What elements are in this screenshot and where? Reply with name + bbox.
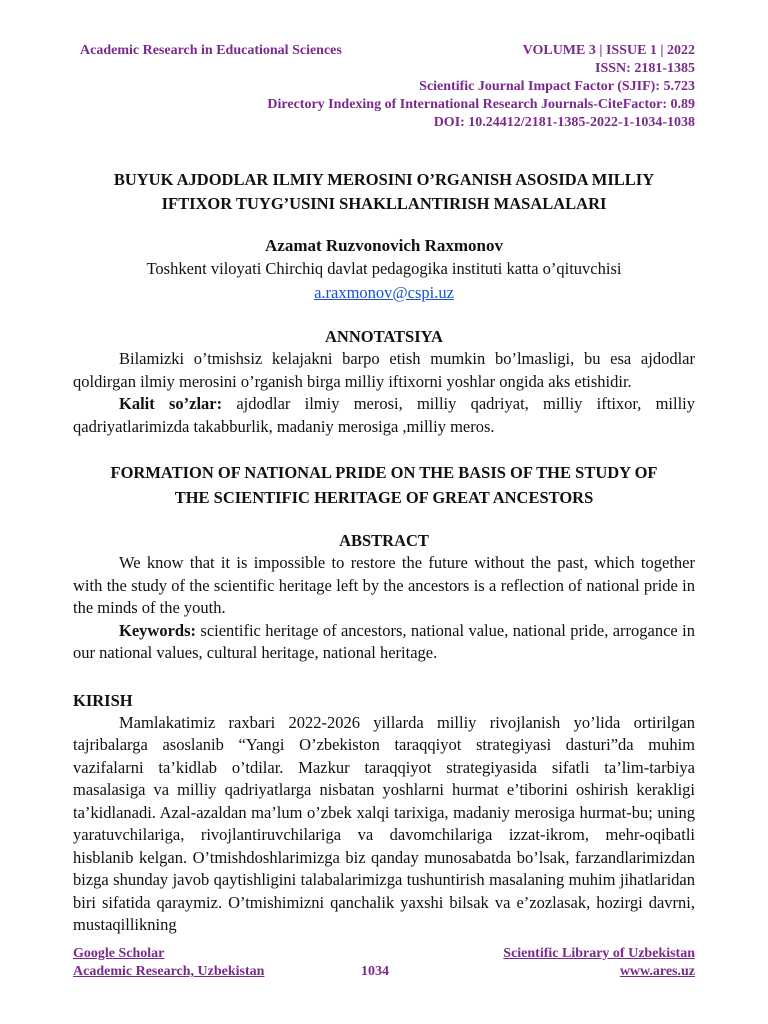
intro-text: Mamlakatimiz raxbari 2022-2026 yillarda milliy rivojlanish yo’lida ortirilgan tajribalarga asoslanib “Yangi O’zbekiston taraqqiyot strategiyasi dasturi”da muhim vazifalarni ta’kidlab o’tdilar. Mazkur taraqqiyot strategiyasida sifatli ta’lim-tarbiya masalasiga va milliy qadriyatlarga nisbatan yoshlarni hurmat e’tiborini oshirish kerakligi ta’kidlanadi. Azal-azaldan ma’lum o’zbek xalqi tarixiga, madaniy merosiga hurmat-bu; uning yaratuvchilariga, rivojlantiruvchilariga va davomchilariga izzat-ikrom, mehr-oqibatli hisblanib kelgan. O’tmishdoshlarimizga biz qanday munosabatda bo’lsak, farzandlarimizdan bizga shunday javob qaytishligini talabalarimizga tushuntirish masalaning muhim jihatlaridan biri sifatida qaraymiz. O’tmishimizni qanchalik yaxshi bilsak va e’zozlasak, hozirgi davrni, mustaqillikning: [73, 712, 695, 934]
abstract-text: We know that it is impossible to restore the future without the past, which together with the study of the scientific heritage left by the ancestors is a reflection of national pride in the minds of the youth.: [73, 553, 695, 617]
scientific-library-link[interactable]: Scientific Library of Uzbekistan: [503, 946, 695, 961]
article-title-uz-line1: BUYUK AJDODLAR ILMIY MEROSINI O’RGANISH ASOSIDA MILLIY: [113, 170, 655, 189]
volume-issue: VOLUME 3 | ISSUE 1 | 2022: [522, 43, 695, 58]
article-title-en-line1: FORMATION OF NATIONAL PRIDE ON THE BASIS OF THE STUDY OF: [110, 463, 658, 482]
annotation-keywords: [73, 393, 695, 438]
abstract-heading: ABSTRACT: [339, 531, 429, 550]
intro-heading: KIRISH: [73, 690, 133, 710]
doi: DOI: 10.24412/2181-1385-2022-1-1034-1038: [433, 115, 695, 130]
annotation-heading: ANNOTATSIYA: [325, 327, 443, 346]
page-number: 1034: [361, 964, 389, 979]
academic-research-link[interactable]: Academic Research, Uzbekistan: [73, 964, 265, 979]
article-title-en-line2: THE SCIENTIFIC HERITAGE OF GREAT ANCESTORS: [174, 488, 594, 507]
annotation-keywords-text: ajdodlar ilmiy merosi, milliy qadriyat, milliy iftixor, milliy qadriyatlarimizda takabburlik, madaniy merosiga ,milliy meros.: [73, 394, 696, 436]
journal-footer: [73, 945, 695, 981]
issn: ISSN: 2181-1385: [595, 61, 695, 76]
citefactor: Directory Indexing of International Research Journals-CiteFactor: 0.89: [267, 97, 695, 112]
abstract-keywords-label: Keywords:: [119, 620, 196, 640]
author-affiliation: Toshkent viloyati Chirchiq davlat pedagogika instituti katta o’qituvchisi: [146, 259, 622, 278]
abstract-keywords: [73, 620, 695, 665]
annotation-text: Bilamizki o’tmishsiz kelajakni barpo etish mumkin bo’lmasligi, bu esa ajdodlar qoldirgan ilmiy merosini o’rganish birga milliy iftixorni yoshlar ongida aks etishidir.: [73, 349, 695, 391]
website-link[interactable]: www.ares.uz: [619, 964, 695, 979]
article-title-en: [73, 460, 695, 510]
article-title-uz-line2: IFTIXOR TUYG’USINI SHAKLLANTIRISH MASALALARI: [161, 194, 607, 213]
article-title-uz: [73, 168, 695, 216]
google-scholar-link[interactable]: Google Scholar: [73, 946, 165, 961]
sjif-impact-factor: Scientific Journal Impact Factor (SJIF): 5.723: [419, 79, 695, 94]
author-email-link[interactable]: a.raxmonov@cspi.uz: [314, 283, 454, 302]
page-body: [73, 42, 695, 937]
annotation-keywords-label: Kalit so’zlar:: [119, 394, 223, 413]
journal-name: Academic Research in Educational Sciences: [80, 43, 342, 58]
author-email: [73, 281, 695, 304]
abstract-keywords-text: scientific heritage of ancestors, national value, national pride, arrogance in our national values, cultural heritage, national heritage.: [73, 620, 695, 662]
author-name: Azamat Ruzvonovich Raxmonov: [265, 236, 503, 255]
journal-header: [73, 42, 695, 132]
